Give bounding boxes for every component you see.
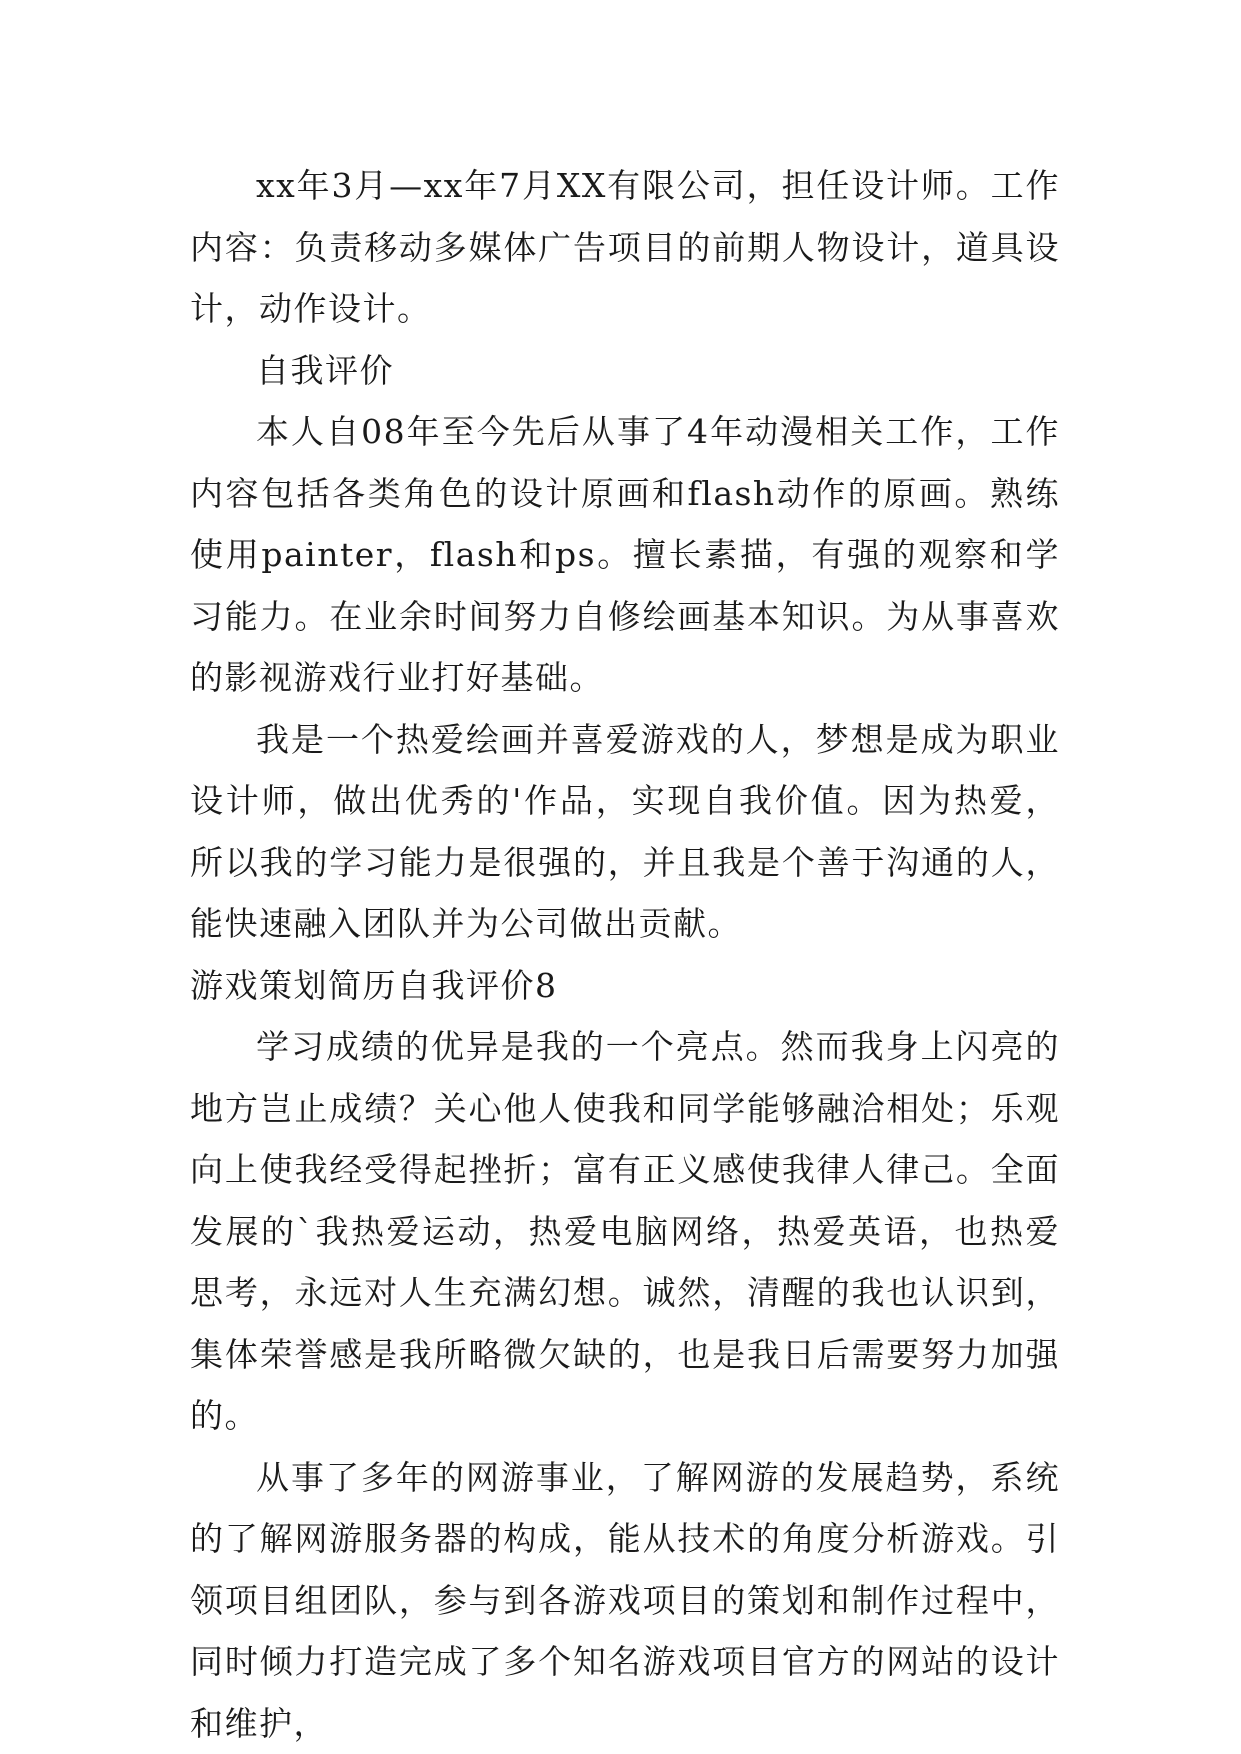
paragraph-work-experience: xx年3月—xx年7月XX有限公司，担任设计师。工作内容：负责移动多媒体广告项目的前期人物设计，道具设计，动作设计。 bbox=[190, 166, 1060, 328]
paragraph-self-evaluation-goals: 我是一个热爱绘画并喜爱游戏的人，梦想是成为职业设计师，做出优秀的'作品，实现自我价值。因为热爱，所以我的学习能力是很强的，并且我是个善于沟通的人，能快速融入团队并为公司做出贡献。 bbox=[190, 719, 1060, 943]
section-heading-game-planning-8: 游戏策划简历自我评价8 bbox=[190, 965, 558, 1005]
section-heading-self-evaluation: 自我评价 bbox=[256, 350, 394, 390]
paragraph-personal-strengths: 学习成绩的优异是我的一个亮点。然而我身上闪亮的地方岂止成绩？关心他人使我和同学能够融洽相处；乐观向上使我经受得起挫折；富有正义感使我律人律己。全面发展的`我热爱运动，热爱电脑网络，热爱英语，也热爱思考，永远对人生充满幻想。诚然，清醒的我也认识到，集体荣誉感是我所略微欠缺的，也是我日后需要努力加强的。 bbox=[190, 1027, 1060, 1435]
document-page bbox=[190, 155, 1060, 1754]
paragraph-self-evaluation-skills: 本人自08年至今先后从事了4年动漫相关工作，工作内容包括各类角色的设计原画和flash动作的原画。熟练使用painter，flash和ps。擅长素描，有强的观察和学习能力。在业余时间努力自修绘画基本知识。为从事喜欢的影视游戏行业打好基础。 bbox=[190, 412, 1060, 697]
paragraph-online-game-experience: 从事了多年的网游事业，了解网游的发展趋势，系统的了解网游服务器的构成，能从技术的角度分析游戏。引领项目组团队，参与到各游戏项目的策划和制作过程中，同时倾力打造完成了多个知名游戏项目官方的网站的设计和维护， bbox=[190, 1457, 1060, 1743]
